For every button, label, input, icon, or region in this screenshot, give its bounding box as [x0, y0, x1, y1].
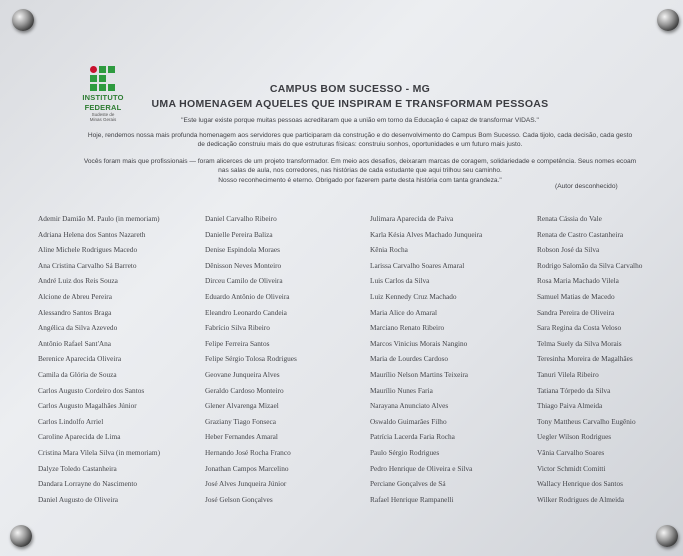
names-column-3	[370, 211, 482, 507]
honoree-name: Berenice Aparecida Oliveira	[38, 354, 122, 364]
honoree-name: Sara Regina da Costa Veloso	[537, 323, 622, 333]
homage-paragraph	[60, 131, 660, 150]
logo-line1: INSTITUTO	[82, 93, 124, 102]
honoree-name: Renata Cássia do Vale	[537, 214, 602, 223]
homage-line2: de dedicação construiu mais do que estruturas físicas: construiu sonhos, oportunidades e um futuro mais justo.	[197, 141, 523, 149]
honoree-name: Antônio Rafael Sant'Ana	[38, 338, 112, 348]
honoree-name: Tony Mattheus Carvalho Eugênio	[537, 416, 636, 426]
honoree-name: Alcione de Abreu Pereira	[38, 291, 112, 301]
honoree-name: Marciano Renato Ribeiro	[370, 323, 445, 333]
honoree-name: Angélica da Silva Azevedo	[38, 323, 118, 333]
institute-logo	[78, 66, 128, 122]
screw-top-right	[657, 9, 679, 31]
honoree-name: Samuel Matias de Macedo	[537, 291, 615, 301]
honoree-name: Aline Michele Rodrigues Macedo	[38, 245, 138, 255]
honoree-name: Uegler Wilson Rodrigues	[537, 432, 612, 442]
honoree-name: Rafael Henrique Rampanelli	[370, 494, 454, 504]
quote-paragraph: "Este lugar existe porque muitas pessoas acreditaram que a união em torno da Educação é capaz de transformar VIDAS."	[181, 117, 539, 124]
names-column-4	[537, 211, 642, 507]
honoree-name: Maria Alice do Amaral	[370, 307, 438, 317]
names-column-1	[38, 211, 160, 507]
honoree-name: Vânia Carvalho Soares	[537, 447, 605, 457]
tribute-line2: nas salas de aula, nos corredores, nas histórias de cada estudante que aqui trilhou seu caminho.	[218, 167, 502, 175]
honoree-name: André Luiz dos Reis Souza	[38, 276, 118, 286]
honoree-name: Graziany Tiago Fonseca	[205, 416, 276, 426]
honoree-name: Teresinha Moreira de Magalhães	[537, 354, 633, 364]
honoree-name: Paulo Sérgio Rodrigues	[370, 447, 440, 457]
honoree-name: Marcos Vinicius Morais Nangino	[370, 338, 468, 348]
honoree-name: Daniel Carvalho Ribeiro	[205, 214, 277, 223]
names-column-2	[205, 211, 297, 507]
honoree-name: Maria de Lourdes Cardoso	[370, 354, 449, 364]
honoree-name: Patrícia Lacerda Faria Rocha	[370, 432, 455, 442]
honoree-name: Victor Schmidt Comitti	[537, 463, 606, 473]
honoree-name: Eleandro Leonardo Candeia	[205, 307, 287, 317]
honoree-name: Sandra Pereira de Oliveira	[537, 307, 615, 317]
honoree-name: Luis Carlos da Silva	[370, 276, 430, 286]
honoree-name: Carlos Augusto Cordeiro dos Santos	[38, 385, 145, 395]
honoree-name: Danielle Pereira Baliza	[205, 229, 273, 239]
honoree-name: José Alves Junqueira Júnior	[205, 479, 287, 489]
honoree-name: Tanuri Vilela Ribeiro	[537, 369, 599, 379]
honoree-name: Glener Alvarenga Mizael	[205, 401, 279, 411]
honoree-name: Dandara Lorrayne do Nascimento	[38, 479, 138, 489]
logo-line3: Sudeste de	[91, 112, 115, 117]
honoree-name: Carlos Lindolfo Arriel	[38, 416, 104, 426]
plaque-title	[150, 82, 550, 112]
tribute-line1: Vocês foram mais que profissionais — foram alicerces de um projeto transformador. Em meio aos desafios, deixaram marcas de coragem, solidariedade e competência. Seus nomes ecoam	[83, 158, 637, 165]
honoree-name: Denise Espindola Moraes	[205, 245, 280, 255]
honoree-name: Wilker Rodrigues de Almeida	[537, 494, 625, 504]
honoree-name: Ademir Damião M. Paulo (in memoriam)	[38, 214, 160, 223]
honoree-name: Eduardo Antônio de Oliveira	[205, 291, 290, 301]
honoree-name: Dênisson Neves Monteiro	[205, 260, 282, 270]
honoree-name: Karla Késia Alves Machado Junqueira	[370, 229, 483, 239]
honoree-name: Julimara Aparecida de Paiva	[370, 214, 454, 223]
honoree-name: Maurílio Nelson Martins Teixeira	[370, 369, 469, 379]
logo-line4: Minas Gerais	[89, 117, 117, 122]
honoree-name: Rosa Maria Machado Vilela	[537, 276, 619, 286]
honoree-name: Renata de Castro Castanheira	[537, 229, 624, 239]
institute-logo-mark	[90, 66, 116, 92]
honoree-name: Dalyze Toledo Castanheira	[38, 463, 117, 473]
logo-line2: FEDERAL	[84, 103, 122, 112]
quote-author: (Autor desconhecido)	[555, 183, 618, 190]
honoree-name: Dirceu Camilo de Oliveira	[205, 276, 283, 286]
honoree-name: Telma Suely da Silva Morais	[537, 338, 622, 348]
honoree-name: Felipe Ferreira Santos	[205, 338, 270, 348]
honoree-name: Adriana Helena dos Santos Nazareth	[38, 229, 146, 239]
honoree-name: Rodrigo Salomão da Silva Carvalho	[537, 260, 643, 270]
honoree-name: Maurílio Nunes Faria	[370, 385, 433, 395]
honoree-name: Pedro Henrique de Oliveira e Silva	[370, 463, 473, 473]
honoree-name: Robson José da Silva	[537, 245, 600, 255]
honoree-name: Camila da Glória de Souza	[38, 369, 117, 379]
honoree-name: Fabrício Silva Ribeiro	[205, 323, 270, 333]
honoree-name: Daniel Augusto de Oliveira	[38, 494, 119, 504]
screw-bottom-left	[10, 525, 32, 547]
honoree-name: Ana Cristina Carvalho Sá Barreto	[38, 260, 137, 270]
honoree-name: José Gelson Gonçalves	[205, 494, 273, 504]
tribute-paragraph	[60, 157, 660, 185]
honoree-name: Luiz Kennedy Cruz Machado	[370, 291, 457, 301]
honoree-name: Perciane Gonçalves de Sá	[370, 479, 446, 489]
honoree-name: Felipe Sérgio Tolosa Rodrigues	[205, 354, 297, 364]
tribute-line3: Nosso reconhecimento é eterno. Obrigado por fazerem parte desta história com tanta grandeza."	[218, 176, 502, 184]
screw-bottom-right	[656, 525, 678, 547]
honoree-name: Kênia Rocha	[370, 245, 408, 255]
honoree-name: Oswaldo Guimarães Filho	[370, 416, 447, 426]
honoree-name: Geovane Junqueira Alves	[205, 369, 280, 379]
honoree-name: Hernando José Rocha Franco	[205, 447, 291, 457]
homage-line1: Hoje, rendemos nossa mais profunda homenagem aos servidores que participaram da construção e do desenvolvimento do Campus Bom Sucesso. Cada tijolo, cada decisão, cada gesto	[87, 132, 633, 139]
honoree-name: Larissa Carvalho Soares Amaral	[370, 260, 465, 270]
honoree-name: Carlos Augusto Magalhães Júnior	[38, 401, 137, 411]
title-line1: CAMPUS BOM SUCESSO - MG	[269, 83, 431, 95]
honoree-name: Alessandro Santos Braga	[38, 307, 112, 317]
honoree-name: Geraldo Cardoso Monteiro	[205, 385, 284, 395]
honoree-name: Tatiana Tórpedo da Silva	[537, 385, 611, 395]
honoree-name: Narayana Anunciato Alves	[370, 401, 449, 411]
honoree-name: Thiago Paiva Almeida	[537, 401, 603, 411]
honoree-name: Cristina Mara Vilela Silva (in memoriam)	[38, 447, 161, 457]
honoree-name: Heber Fernandes Amaral	[205, 432, 278, 442]
title-line2: UMA HOMENAGEM AQUELES QUE INSPIRAM E TRANSFORMAM PESSOAS	[151, 98, 549, 110]
screw-top-left	[12, 9, 34, 31]
honoree-name: Caroline Aparecida de Lima	[38, 432, 121, 442]
honoree-name: Wallacy Henrique dos Santos	[537, 479, 623, 489]
honoree-name: Jonathan Campos Marcelino	[205, 463, 289, 473]
